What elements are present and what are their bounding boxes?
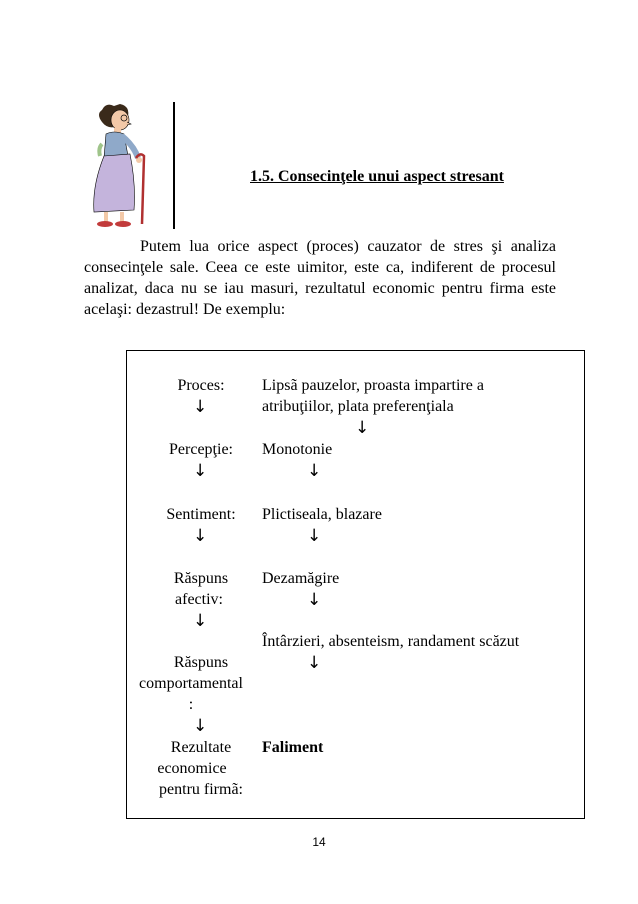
label-raspuns-afectiv-line1: Răspuns (173, 570, 229, 587)
text-proces-line2: atribuţiilor, plata preferenţiala (262, 398, 454, 415)
arrow-down-icon: ↓ (307, 590, 322, 610)
label-perceptie: Percepţie: (169, 441, 233, 458)
intro-paragraph: Putem lua orice aspect (proces) cauzator de stres şi analiza consecinţele sale. Ceea ce este uimitor, este ca, indiferent de procesul analizat, daca nu se iau masuri, rezultatul economic pentru firma este acelaşi: dezastrul! De exemplu: (84, 238, 556, 318)
arrow-down-icon: ↓ (193, 397, 208, 417)
label-raspuns-comp-line3: : (188, 696, 194, 713)
arrow-down-icon: ↓ (193, 716, 208, 736)
elderly-woman-illustration (84, 100, 160, 232)
arrow-down-icon: ↓ (307, 526, 322, 546)
label-rezultate-line3: pentru firmã: (159, 781, 243, 798)
label-raspuns-comp-line1: Răspuns (173, 654, 229, 671)
text-dezamagire: Dezamăgire (262, 570, 340, 587)
label-rezultate-line2: economice (157, 760, 227, 777)
arrow-down-icon: ↓ (193, 526, 208, 546)
text-faliment: Faliment (262, 739, 324, 756)
text-proces-line1: Lipsã pauzelor, proasta impartire a (262, 377, 484, 394)
arrow-down-icon: ↓ (307, 461, 322, 481)
consequences-flow-box (126, 350, 585, 819)
arrow-down-icon: ↓ (193, 461, 208, 481)
label-sentiment: Sentiment: (166, 506, 236, 523)
label-raspuns-comp-line2: comportamental (139, 675, 243, 692)
arrow-down-icon: ↓ (193, 611, 208, 631)
arrow-down-icon: ↓ (307, 653, 322, 673)
label-rezultate-line1: Rezultate (170, 739, 232, 756)
section-heading: 1.5. Consecinţele unui aspect stresant (250, 168, 504, 185)
label-raspuns-afectiv-line2: afectiv: (175, 591, 223, 608)
arrow-down-icon: ↓ (355, 418, 370, 438)
text-plictiseala: Plictiseala, blazare (262, 506, 382, 523)
text-monotonie: Monotonie (262, 441, 333, 458)
page-number: 14 (312, 835, 326, 849)
vertical-divider (173, 102, 175, 229)
text-intarzieri: Întârzieri, absenteism, randament scăzut (262, 633, 520, 650)
label-proces: Proces: (177, 377, 225, 394)
